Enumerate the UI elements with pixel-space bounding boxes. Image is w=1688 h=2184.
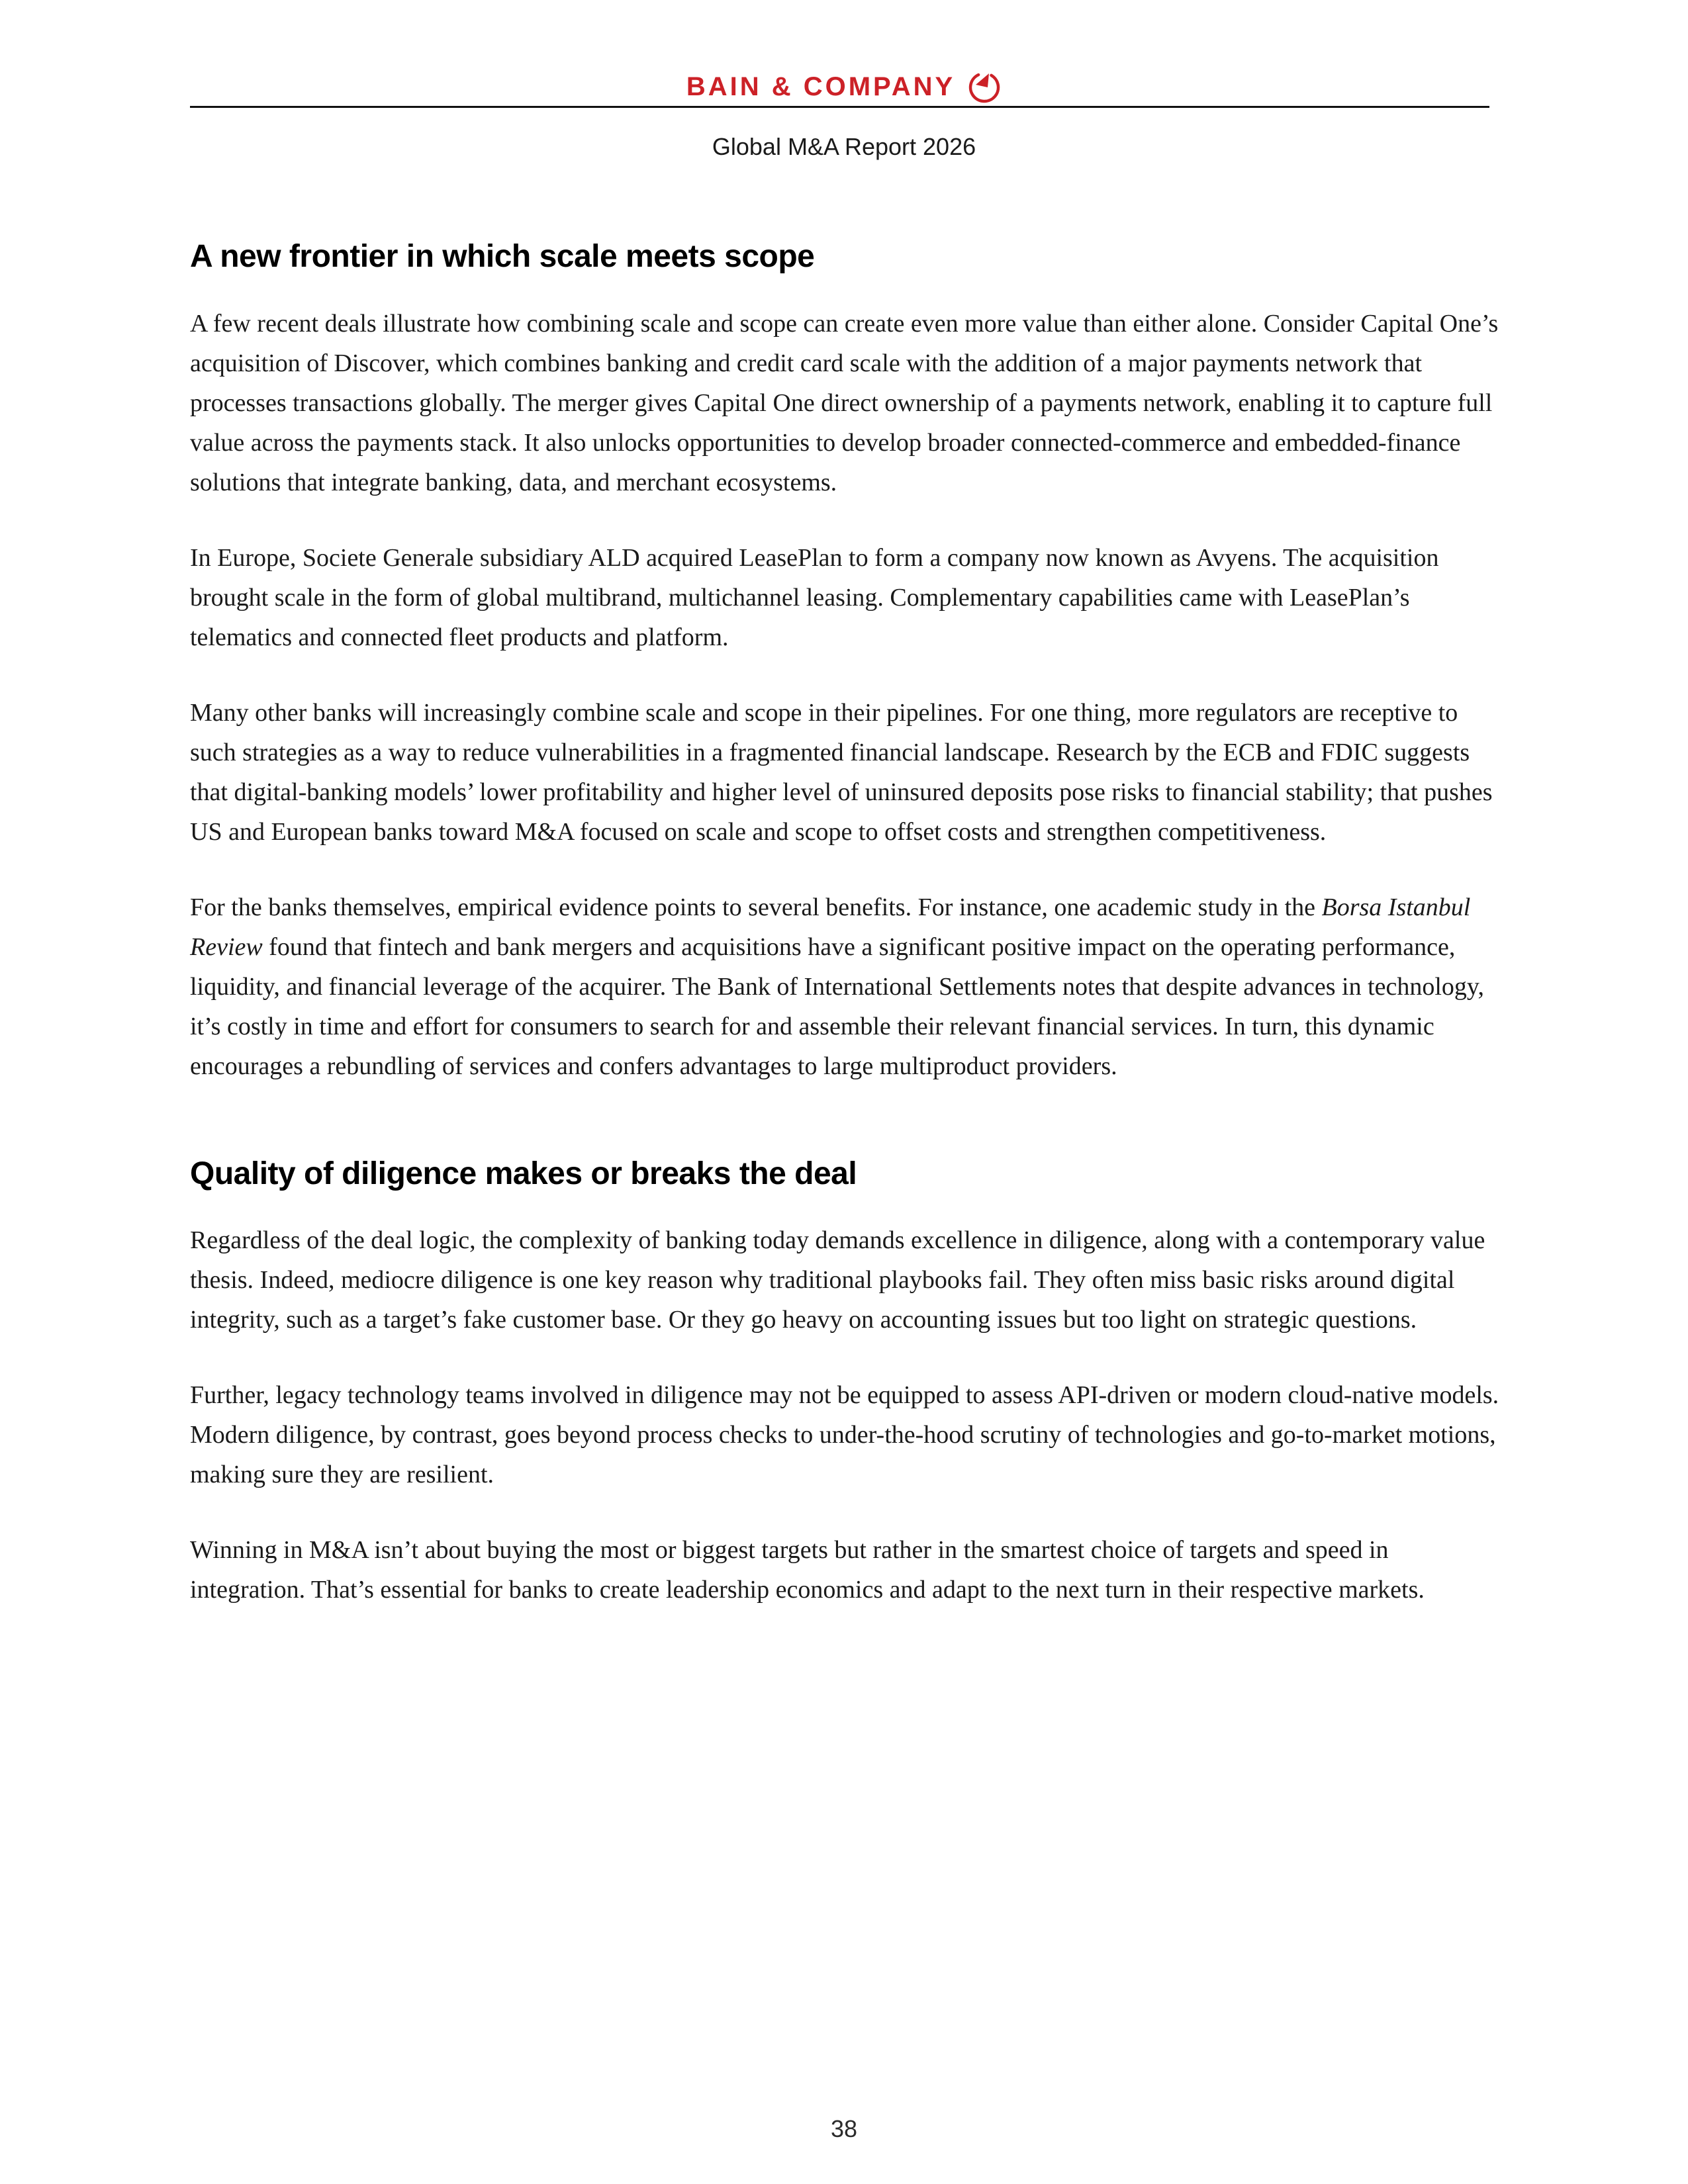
paragraph: Many other banks will increasingly combine scale and scope in their pipelines. For one thing, more regulators are receptive to such strategies as a way to reduce vulnerabilities in a fragmented financial landscape. Research by the ECB and FDIC suggests that digital-banking models’ lower profitability and higher level of uninsured deposits pose risks to financial stability; that pushes US and European banks toward M&A focused on scale and scope to offset costs and strengthen competitiveness. bbox=[190, 698, 1493, 846]
section-heading-scale-meets-scope: A new frontier in which scale meets scope bbox=[190, 239, 815, 274]
paragraph bbox=[190, 887, 1501, 1086]
page-content bbox=[190, 238, 1501, 1610]
report-title: Global M&A Report 2026 bbox=[712, 133, 976, 160]
journal-title-italic: Borsa Istanbul Review bbox=[190, 893, 1471, 961]
bain-wordmark: BAIN & COMPANY bbox=[686, 71, 956, 101]
bain-compass-icon bbox=[967, 69, 1002, 104]
paragraph: In Europe, Societe Generale subsidiary ALD acquired LeasePlan to form a company now known as Avyens. The acquisition brought scale in the form of global multibrand, multichannel leasing. Complementary capabilities came with LeasePlan’s telematics and connected fleet products and platform. bbox=[190, 543, 1439, 651]
paragraph-text: For the banks themselves, empirical evidence points to several benefits. For instance, one academic study in the bbox=[190, 893, 1322, 921]
paragraph: Winning in M&A isn’t about buying the most or biggest targets but rather in the smartest choice of targets and speed in integration. That’s essential for banks to create leadership economics and adapt to the next turn in their respective markets. bbox=[190, 1536, 1425, 1604]
paragraph: A few recent deals illustrate how combining scale and scope can create even more value than either alone. Consider Capital One’s acquisition of Discover, which combines banking and credit card scale with the addition of a major payments network that processes transactions globally. The merger gives Capital One direct ownership of a payments network, enabling it to capture full value across the payments stack. It also unlocks opportunities to develop broader connected-commerce and embedded-finance solutions that integrate banking, data, and merchant ecosystems. bbox=[190, 309, 1499, 496]
paragraph-text: found that fintech and bank mergers and acquisitions have a significant positive impact on the operating performance, liquidity, and financial leverage of the acquirer. The Bank of International Settlements notes that despite advances in technology, it’s costly in time and effort for consumers to search for and assemble their relevant financial services. In turn, this dynamic encourages a rebundling of services and confers advantages to large multiproduct providers. bbox=[190, 933, 1484, 1080]
paragraph: Further, legacy technology teams involved in diligence may not be equipped to assess API-driven or modern cloud-native models. Modern diligence, by contrast, goes beyond process checks to under-the-hood scrutiny of technologies and go-to-market motions, making sure they are resilient. bbox=[190, 1381, 1499, 1489]
header-divider bbox=[190, 106, 1489, 108]
section-heading-quality-of-diligence: Quality of diligence makes or breaks the deal bbox=[190, 1156, 857, 1191]
paragraph: Regardless of the deal logic, the complexity of banking today demands excellence in diligence, along with a contemporary value thesis. Indeed, mediocre diligence is one key reason why traditional playbooks fail. They often miss basic risks around digital integrity, such as a target’s fake customer base. Or they go heavy on accounting issues but too light on strategic questions. bbox=[190, 1226, 1485, 1334]
bain-logo bbox=[0, 0, 1688, 106]
page-number: 38 bbox=[830, 2115, 858, 2142]
